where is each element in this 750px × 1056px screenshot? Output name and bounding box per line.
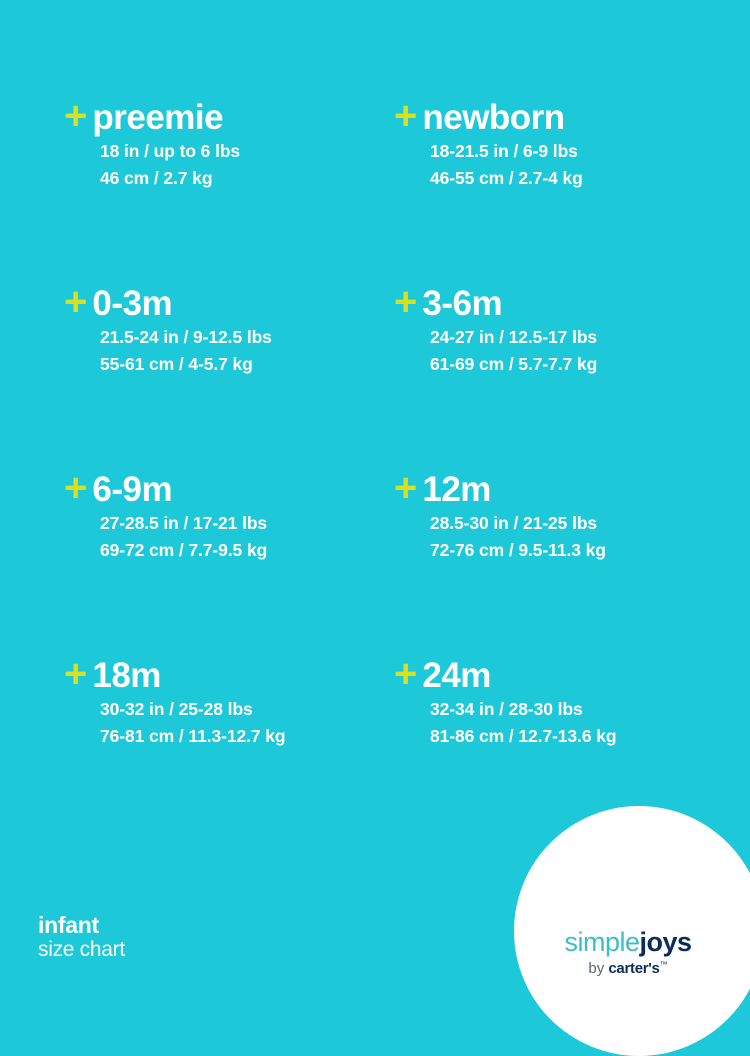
plus-icon: + — [394, 94, 417, 138]
chart-caption-title: infant — [38, 911, 99, 938]
size-imperial: 28.5-30 in / 21-25 lbs — [430, 513, 598, 533]
brand-word-joys: joys — [639, 927, 692, 957]
size-metric: 69-72 cm / 7.7-9.5 kg — [100, 539, 268, 560]
plus-icon: + — [64, 652, 87, 696]
size-metric: 72-76 cm / 9.5-11.3 kg — [430, 539, 606, 560]
size-label: newborn — [422, 98, 565, 137]
size-cell-18m — [64, 654, 394, 840]
size-cell-3-6m — [394, 282, 704, 468]
size-metric: 61-69 cm / 5.7-7.7 kg — [430, 353, 598, 374]
size-cell-6-9m — [64, 468, 394, 654]
size-grid — [64, 96, 704, 840]
size-imperial: 30-32 in / 25-28 lbs — [100, 699, 253, 719]
size-imperial: 18-21.5 in / 6-9 lbs — [430, 141, 578, 161]
size-label: 18m — [92, 656, 161, 695]
plus-icon: + — [64, 280, 87, 324]
plus-icon: + — [394, 280, 417, 324]
size-metric: 46-55 cm / 2.7-4 kg — [430, 167, 583, 188]
size-heading — [394, 654, 704, 694]
plus-icon: + — [64, 466, 87, 510]
size-imperial: 27-28.5 in / 17-21 lbs — [100, 513, 268, 533]
size-heading — [394, 282, 704, 322]
brand-by-text: by — [588, 960, 609, 977]
size-heading — [64, 654, 394, 694]
size-label: 0-3m — [92, 284, 173, 323]
trademark-icon: ™ — [659, 960, 668, 969]
size-metric: 46 cm / 2.7 kg — [100, 167, 213, 188]
size-metric: 55-61 cm / 4-5.7 kg — [100, 353, 253, 374]
brand-wordmark — [528, 929, 728, 956]
size-imperial: 32-34 in / 28-30 lbs — [430, 699, 583, 719]
size-label: preemie — [92, 98, 224, 137]
size-heading — [394, 96, 704, 136]
size-cell-0-3m — [64, 282, 394, 468]
size-cell-newborn — [394, 96, 704, 282]
brand-parent-name: carter's — [608, 960, 660, 977]
size-heading — [64, 468, 394, 508]
size-imperial: 18 in / up to 6 lbs — [100, 141, 241, 161]
size-cell-12m — [394, 468, 704, 654]
size-imperial: 24-27 in / 12.5-17 lbs — [430, 327, 598, 347]
size-label: 3-6m — [422, 284, 503, 323]
brand-byline — [528, 961, 728, 976]
chart-caption — [38, 913, 125, 962]
chart-caption-subtitle: size chart — [38, 938, 125, 962]
size-heading — [64, 282, 394, 322]
size-metric: 76-81 cm / 11.3-12.7 kg — [100, 725, 286, 746]
brand-logo — [528, 929, 728, 976]
size-label: 6-9m — [92, 470, 173, 509]
brand-word-simple: simple — [564, 927, 640, 957]
size-imperial: 21.5-24 in / 9-12.5 lbs — [100, 327, 272, 347]
size-label: 12m — [422, 470, 491, 509]
size-cell-preemie — [64, 96, 394, 282]
plus-icon: + — [394, 466, 417, 510]
plus-icon: + — [394, 652, 417, 696]
size-metric: 81-86 cm / 12.7-13.6 kg — [430, 725, 617, 746]
size-heading — [394, 468, 704, 508]
size-heading — [64, 96, 394, 136]
size-label: 24m — [422, 656, 491, 695]
plus-icon: + — [64, 94, 87, 138]
